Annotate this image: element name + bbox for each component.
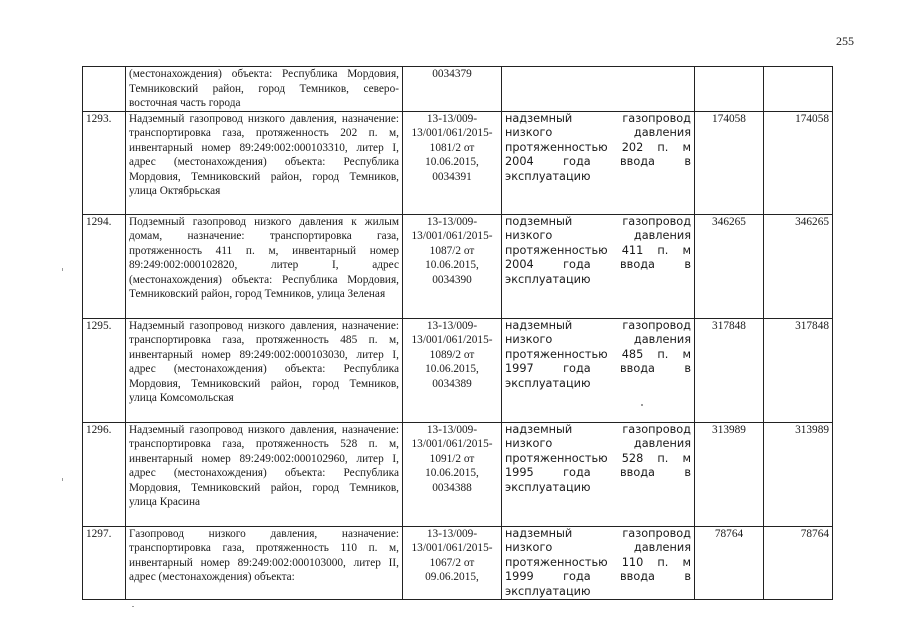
registration-record: 13-13/009-13/001/061/2015-1089/2 от 10.06.2015, 0034389: [403, 318, 502, 422]
value-cell: 317848: [764, 318, 833, 422]
row-number: 1296.: [83, 422, 126, 526]
object-characteristics: надземный газопровод низкого давления протяженностью 485 п. м 1997 года ввода в эксплуатацию: [502, 318, 695, 422]
registration-record: 13-13/009-13/001/061/2015-1067/2 от 09.06.2015,: [403, 526, 502, 600]
table-row: [83, 67, 833, 112]
value-cell: [764, 67, 833, 112]
object-characteristics: надземный газопровод низкого давления протяженностью 110 п. м 1999 года ввода в эксплуатацию: [502, 526, 695, 600]
table-row: [83, 422, 833, 526]
object-characteristics: подземный газопровод низкого давления протяженностью 411 п. м 2004 года ввода в эксплуатацию: [502, 214, 695, 318]
object-description: Газопровод низкого давления, назначение: транспортировка газа, протяженность 110 п. м, инвентарный номер 89:249:002:000103000, литер II, адрес (местонахождения) объекта:: [126, 526, 403, 600]
row-number: 1297.: [83, 526, 126, 600]
object-characteristics: [502, 67, 695, 112]
value-cell: 346265: [764, 214, 833, 318]
row-number: 1294.: [83, 214, 126, 318]
object-characteristics: надземный газопровод низкого давления протяженностью 528 п. м 1995 года ввода в эксплуатацию: [502, 422, 695, 526]
value-cell: 78764: [764, 526, 833, 600]
row-number: 1293.: [83, 111, 126, 214]
table-row: [83, 111, 833, 214]
object-description: Надземный газопровод низкого давления, назначение: транспортировка газа, протяженность 485 п. м, инвентарный номер 89:249:002:000103030, литер I, адрес (местонахождения) объекта: Республика Мордовия, Темниковский район, город Темников, улица Комсомольская: [126, 318, 403, 422]
object-description: Подземный газопровод низкого давления к жилым домам, назначение: транспортировка газа, протяженность 411 п. м, инвентарный номер 89:249:002:000102820, литер I, адрес (местонахождения) объекта: Республика Мордовия, Темниковский район, город Темников, улица Зеленая: [126, 214, 403, 318]
table-row: [83, 214, 833, 318]
table-row: [83, 318, 833, 422]
value-cell: 317848: [695, 318, 764, 422]
object-characteristics: надземный газопровод низкого давления протяженностью 202 п. м 2004 года ввода в эксплуатацию: [502, 111, 695, 214]
registration-record: 13-13/009-13/001/061/2015-1081/2 от 10.06.2015, 0034391: [403, 111, 502, 214]
registration-record: 13-13/009-13/001/061/2015-1091/2 от 10.06.2015, 0034388: [403, 422, 502, 526]
value-cell: 78764: [695, 526, 764, 600]
scan-artifact: [62, 478, 63, 481]
scan-artifact: [132, 606, 134, 607]
object-description: Надземный газопровод низкого давления, назначение: транспортировка газа, протяженность 202 п. м, инвентарный номер 89:249:002:000103310, литер I, адрес (местонахождения) объекта: Республика Мордовия, Темниковский район, город Темников, улица Октябрьская: [126, 111, 403, 214]
value-cell: 346265: [695, 214, 764, 318]
object-description: Надземный газопровод низкого давления, назначение: транспортировка газа, протяженность 528 п. м, инвентарный номер 89:249:002:000102960, литер I, адрес (местонахождения) объекта: Республика Мордовия, Темниковский район, город Темников, улица Красина: [126, 422, 403, 526]
value-cell: 313989: [695, 422, 764, 526]
table-row: [83, 526, 833, 600]
registration-record: 13-13/009-13/001/061/2015-1087/2 от 10.06.2015, 0034390: [403, 214, 502, 318]
object-description: (местонахождения) объекта: Республика Мордовия, Темниковский район, город Темников, северо-восточная часть города: [126, 67, 403, 112]
row-number: 1295.: [83, 318, 126, 422]
registration-record: 0034379: [403, 67, 502, 112]
scan-artifact: [62, 268, 63, 271]
value-cell: 174058: [695, 111, 764, 214]
value-cell: [695, 67, 764, 112]
value-cell: 313989: [764, 422, 833, 526]
property-registry-table: [82, 66, 833, 600]
scan-artifact: [641, 404, 643, 406]
value-cell: 174058: [764, 111, 833, 214]
page-number: 255: [836, 34, 854, 48]
row-number: [83, 67, 126, 112]
